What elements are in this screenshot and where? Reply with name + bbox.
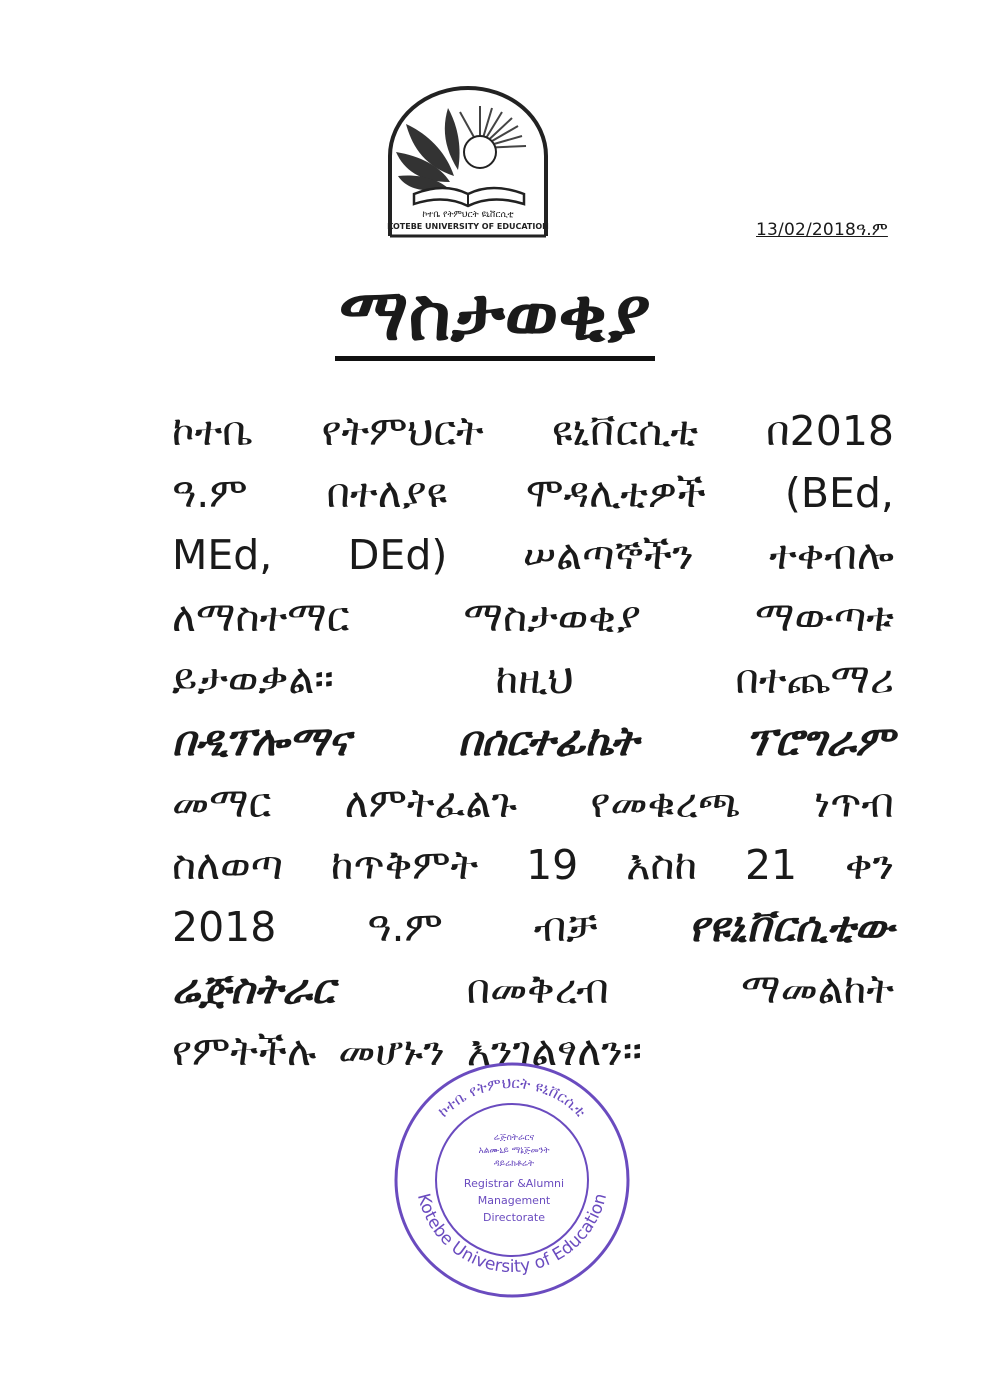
notice-word: በ2018 — [766, 406, 894, 455]
notice-title-wrapper — [0, 272, 990, 361]
notice-word: ነጥብ — [813, 778, 894, 827]
notice-word: ኮተቤ — [172, 406, 254, 455]
notice-word: ለምትፈልጉ — [344, 778, 518, 827]
notice-word: በተጨማሪ — [735, 654, 894, 703]
notice-word: ማመልከት — [741, 964, 894, 1013]
stamp-outer-english: Kotebe University of Education — [412, 1191, 612, 1278]
notice-word: ማስታወቂያ — [463, 592, 641, 641]
notice-word: ሬጅስትራር — [172, 964, 335, 1013]
stamp-outer-amharic: ኮተቤ የትምህርት ዩኒቨርሲቲ — [434, 1073, 590, 1121]
notice-word: መሆኑን — [338, 1026, 445, 1075]
notice-word: 19 — [526, 841, 579, 889]
notice-word: ሠልጣኞችን — [522, 530, 694, 579]
notice-word: MEd, — [172, 531, 273, 579]
stamp-inner-english-2: Management — [477, 1194, 551, 1207]
notice-word: የመቁረጫ — [590, 778, 741, 827]
stamp-inner-amharic-1: ሬጅስትራርና — [493, 1133, 535, 1143]
notice-word: በዲፕሎማና — [172, 716, 350, 765]
notice-word: በተለያዩ — [326, 468, 447, 517]
notice-word: ፕሮግራም — [746, 716, 894, 765]
notice-word: ስለወጣ — [172, 840, 284, 889]
notice-word: ማውጣቱ — [755, 592, 894, 641]
logo-emblem — [384, 86, 552, 238]
stamp-inner-english-1: Registrar &Alumni — [463, 1177, 565, 1190]
notice-word: ከጥቅምት — [330, 840, 479, 889]
logo-name-english: KOTEBE UNIVERSITY OF EDUCATION — [387, 222, 549, 231]
notice-date: 13/02/2018ዓ.ም — [756, 220, 888, 240]
notice-word: ቀን — [844, 840, 894, 889]
notice-word: መማር — [172, 778, 272, 827]
stamp-inner-amharic-3: ዳይሬክቶሬት — [493, 1159, 535, 1169]
notice-line — [172, 772, 894, 834]
notice-word: 2018 — [172, 903, 277, 951]
notice-word: ዩኒቨርሲቲ — [551, 406, 699, 455]
university-logo — [384, 86, 552, 238]
logo-name-amharic: ኮተቤ የትምህርት ዩኒቨርሲቲ — [422, 210, 514, 220]
notice-word: የዩኒቨርሲቲው — [688, 902, 894, 951]
notice-word: እንገልፃለን፡፡ — [466, 1026, 643, 1075]
notice-word: የምትችሉ — [172, 1026, 317, 1075]
notice-word: ከዚህ — [495, 654, 574, 703]
stamp-seal — [390, 1058, 635, 1303]
notice-line — [172, 896, 894, 958]
notice-word: DEd) — [347, 531, 448, 579]
notice-word: እስከ — [626, 840, 698, 889]
notice-word: ዓ.ም — [172, 468, 248, 517]
notice-word: ብቻ — [533, 902, 598, 951]
stamp-inner-amharic-2: አልሙኒይ ማኔጅመንት — [478, 1146, 550, 1156]
notice-line — [172, 524, 894, 586]
notice-word: ይታወቃል፡፡ — [172, 654, 334, 703]
notice-word: ለማስተማር — [172, 592, 350, 641]
stamp-inner-english-3: Directorate — [482, 1211, 546, 1224]
notice-line — [172, 958, 894, 1020]
notice-word: የትምህርት — [321, 406, 484, 455]
notice-line — [172, 586, 894, 648]
notice-word: (BEd, — [784, 469, 894, 517]
notice-line — [172, 462, 894, 524]
notice-word: በሰርተፊኬት — [458, 716, 639, 765]
notice-word: ተቀብሎ — [769, 530, 894, 579]
notice-word: 21 — [744, 841, 798, 889]
notice-body — [172, 400, 894, 1082]
notice-word: በመቅረብ — [466, 964, 609, 1013]
notice-line — [172, 400, 894, 462]
notice-line — [172, 834, 894, 896]
notice-line — [172, 710, 894, 772]
notice-word: ሞዳሊቲዎች — [526, 468, 706, 517]
notice-title: ማስታወቂያ — [335, 272, 655, 361]
notice-line — [172, 648, 894, 710]
official-stamp — [390, 1058, 635, 1303]
notice-word: ዓ.ም — [367, 902, 443, 951]
